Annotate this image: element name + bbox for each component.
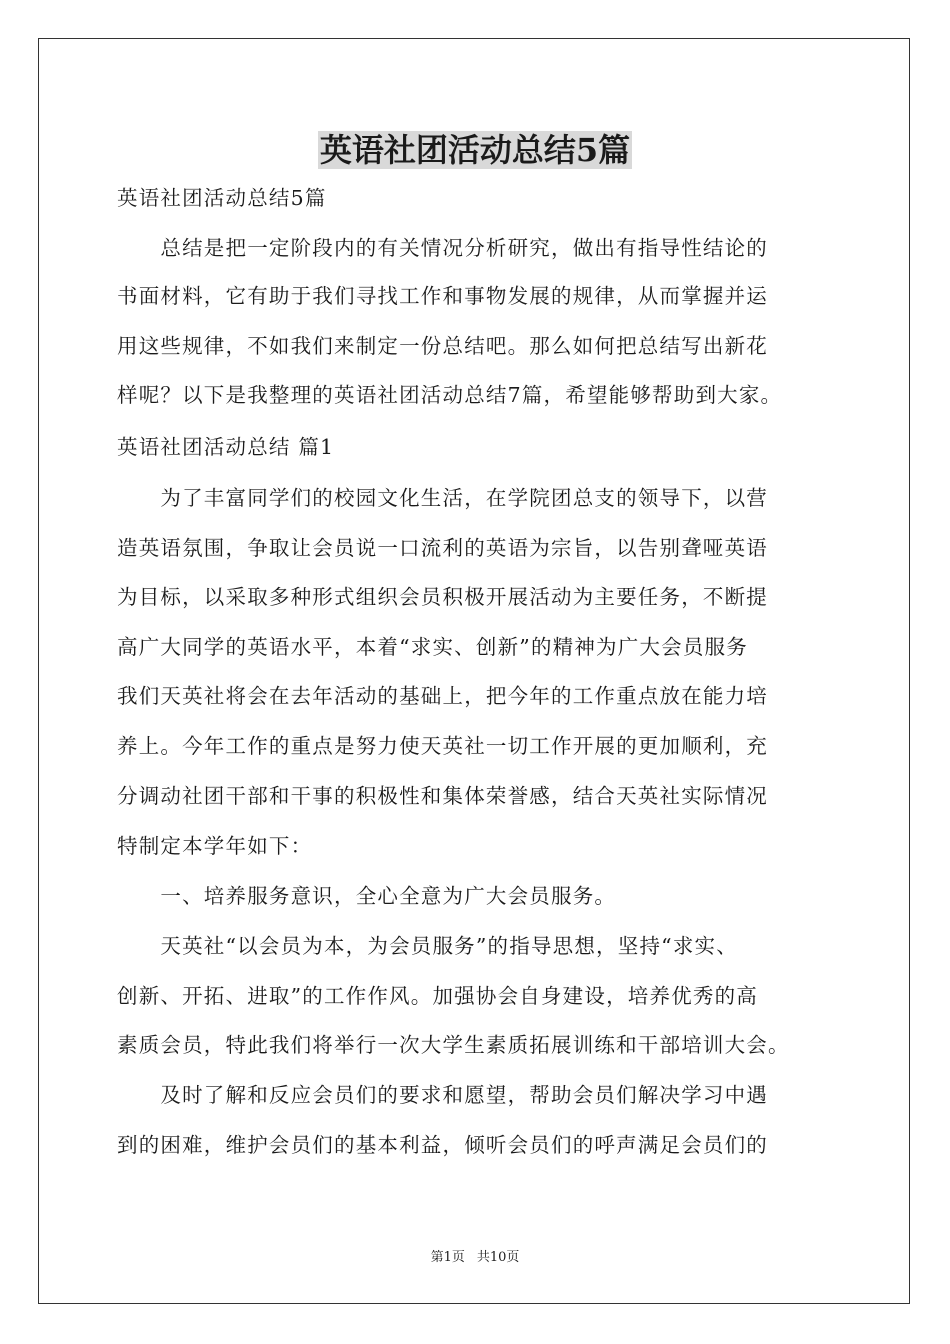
text-line: 养上。今年工作的重点是努力使天英社一切工作开展的更加顺利，充 xyxy=(117,734,768,758)
text-line: 书面材料，它有助于我们寻找工作和事物发展的规律，从而掌握并运 xyxy=(117,284,768,308)
page-footer xyxy=(0,1249,950,1267)
text-line: 素质会员，特此我们将举行一次大学生素质拓展训练和干部培训大会。 xyxy=(117,1033,790,1057)
text-line: 高广大同学的英语水平，本着“求实、创新”的精神为广大会员服务 xyxy=(117,635,748,659)
text-line: 天英社“以会员为本，为会员服务”的指导思想，坚持“求实、 xyxy=(117,934,738,958)
document-title-text: 英语社团活动总结5篇 xyxy=(319,131,631,169)
subtitle-line: 英语社团活动总结5篇 xyxy=(117,186,327,210)
text-line: 为了丰富同学们的校园文化生活，在学院团总支的领导下，以营 xyxy=(117,486,768,510)
text-line: 到的困难，维护会员们的基本利益，倾听会员们的呼声满足会员们的 xyxy=(117,1133,768,1157)
section-heading: 英语社团活动总结 篇1 xyxy=(117,435,335,459)
text-line: 我们天英社将会在去年活动的基础上，把今年的工作重点放在能力培 xyxy=(117,684,768,708)
text-line: 创新、开拓、进取”的工作作风。加强协会自身建设，培养优秀的高 xyxy=(117,984,758,1008)
text-line: 为目标，以采取多种形式组织会员积极开展活动为主要任务，不断提 xyxy=(117,585,768,609)
text-line: 分调动社团干部和干事的积极性和集体荣誉感，结合天英社实际情况 xyxy=(117,784,768,808)
page-total: 共10页 xyxy=(476,1250,520,1265)
page-number: 第1页 xyxy=(430,1250,465,1265)
text-line: 一、培养服务意识，全心全意为广大会员服务。 xyxy=(117,884,617,908)
page-frame xyxy=(38,38,910,1304)
document-title xyxy=(0,127,950,173)
text-line: 特制定本学年如下： xyxy=(117,834,313,858)
text-line: 样呢？以下是我整理的英语社团活动总结7篇，希望能够帮助到大家。 xyxy=(117,383,783,407)
text-line: 用这些规律，不如我们来制定一份总结吧。那么如何把总结写出新花 xyxy=(117,334,768,358)
text-line: 及时了解和反应会员们的要求和愿望，帮助会员们解决学习中遇 xyxy=(117,1083,768,1107)
text-line: 造英语氛围，争取让会员说一口流利的英语为宗旨，以告别聋哑英语 xyxy=(117,536,768,560)
text-line: 总结是把一定阶段内的有关情况分析研究，做出有指导性结论的 xyxy=(117,236,768,260)
